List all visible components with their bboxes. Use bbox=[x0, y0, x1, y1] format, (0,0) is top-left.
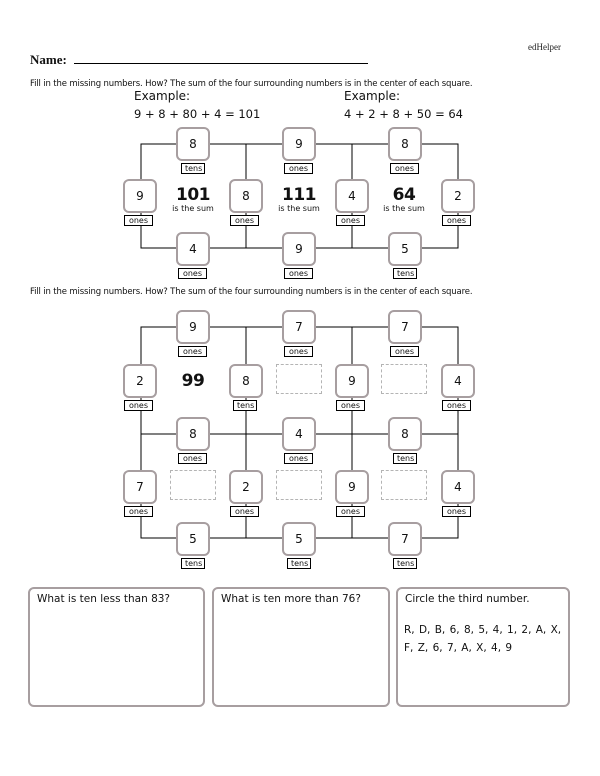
p1-sum-label: is the sum bbox=[172, 204, 214, 213]
p1-bottom-number: 5 bbox=[388, 232, 422, 266]
p1-sum bbox=[161, 186, 225, 214]
p2-number: 8 bbox=[229, 364, 263, 398]
p2-place: ones bbox=[442, 506, 471, 517]
name-label: Name: bbox=[30, 52, 67, 67]
p2-place: ones bbox=[178, 453, 207, 464]
p2-number: 5 bbox=[176, 522, 210, 556]
p2-number: 7 bbox=[388, 310, 422, 344]
publisher-brand: edHelper bbox=[528, 42, 561, 52]
p2-number: 4 bbox=[282, 417, 316, 451]
p1-sum-value: 111 bbox=[282, 185, 316, 205]
p2-given-sum-value: 99 bbox=[181, 371, 205, 391]
sum-answer-box[interactable] bbox=[276, 470, 322, 500]
p1-bottom-place: ones bbox=[284, 268, 313, 279]
p2-number: 7 bbox=[123, 470, 157, 504]
p2-place: ones bbox=[124, 506, 153, 517]
p2-place: ones bbox=[230, 506, 259, 517]
p2-place: tens bbox=[393, 453, 417, 464]
instructions-1: Fill in the missing numbers. How? The sum of the four surrounding numbers is in the center of each square. bbox=[30, 79, 473, 89]
question-text: What is ten more than 76? bbox=[221, 593, 361, 605]
p1-bottom-number: 9 bbox=[282, 232, 316, 266]
p1-middle-number: 8 bbox=[229, 179, 263, 213]
p2-place: ones bbox=[390, 346, 419, 357]
p1-middle-number: 9 bbox=[123, 179, 157, 213]
p2-number: 4 bbox=[441, 470, 475, 504]
p1-middle-place: ones bbox=[230, 215, 259, 226]
p1-bottom-place: tens bbox=[393, 268, 417, 279]
question-box[interactable] bbox=[212, 587, 390, 707]
sum-answer-box[interactable] bbox=[381, 364, 427, 394]
sum-answer-box[interactable] bbox=[170, 470, 216, 500]
example-1-heading: Example: bbox=[134, 89, 191, 103]
p2-given-sum bbox=[161, 372, 225, 390]
example-1-equation: 9 + 8 + 80 + 4 = 101 bbox=[134, 107, 261, 121]
p2-number: 7 bbox=[388, 522, 422, 556]
p1-sum bbox=[372, 186, 436, 214]
question-box[interactable] bbox=[28, 587, 205, 707]
p2-number: 5 bbox=[282, 522, 316, 556]
question-text: Circle the third number. bbox=[405, 593, 530, 605]
p2-place: tens bbox=[233, 400, 257, 411]
p1-sum-value: 101 bbox=[176, 185, 210, 205]
p2-number: 9 bbox=[176, 310, 210, 344]
p2-place: ones bbox=[442, 400, 471, 411]
p2-place: ones bbox=[178, 346, 207, 357]
p2-place: ones bbox=[284, 346, 313, 357]
p2-place: ones bbox=[336, 506, 365, 517]
p2-number: 9 bbox=[335, 364, 369, 398]
p2-place: tens bbox=[287, 558, 311, 569]
p1-top-number: 9 bbox=[282, 127, 316, 161]
p1-middle-place: ones bbox=[442, 215, 471, 226]
p2-number: 7 bbox=[282, 310, 316, 344]
example-2-equation: 4 + 2 + 8 + 50 = 64 bbox=[344, 107, 464, 121]
p1-top-number: 8 bbox=[176, 127, 210, 161]
p1-sum-value: 64 bbox=[392, 185, 416, 205]
p1-top-number: 8 bbox=[388, 127, 422, 161]
p1-middle-place: ones bbox=[124, 215, 153, 226]
p1-top-place: tens bbox=[181, 163, 205, 174]
p2-number: 2 bbox=[229, 470, 263, 504]
p1-top-place: ones bbox=[390, 163, 419, 174]
p2-place: ones bbox=[336, 400, 365, 411]
p2-number: 9 bbox=[335, 470, 369, 504]
p1-sum-label: is the sum bbox=[278, 204, 320, 213]
question-text: What is ten less than 83? bbox=[37, 593, 171, 605]
p2-place: ones bbox=[284, 453, 313, 464]
p1-top-place: ones bbox=[284, 163, 313, 174]
p2-number: 4 bbox=[441, 364, 475, 398]
p1-sum bbox=[267, 186, 331, 214]
p2-place: tens bbox=[181, 558, 205, 569]
p2-place: tens bbox=[393, 558, 417, 569]
p2-place: ones bbox=[124, 400, 153, 411]
p1-middle-number: 2 bbox=[441, 179, 475, 213]
instructions-2: Fill in the missing numbers. How? The sum of the four surrounding numbers is in the center of each square. bbox=[30, 287, 473, 297]
sum-answer-box[interactable] bbox=[276, 364, 322, 394]
question-box[interactable] bbox=[396, 587, 570, 707]
sum-answer-box[interactable] bbox=[381, 470, 427, 500]
p1-middle-place: ones bbox=[336, 215, 365, 226]
p1-sum-label: is the sum bbox=[383, 204, 425, 213]
p2-number: 8 bbox=[388, 417, 422, 451]
p1-bottom-number: 4 bbox=[176, 232, 210, 266]
p1-bottom-place: ones bbox=[178, 268, 207, 279]
p2-number: 2 bbox=[123, 364, 157, 398]
p2-number: 8 bbox=[176, 417, 210, 451]
p1-middle-number: 4 bbox=[335, 179, 369, 213]
letter-number-sequence[interactable]: R, D, B, 6, 8, 5, 4, 1, 2, A, X, F, Z, 6, 7, A, X, 4, 9 bbox=[404, 624, 562, 654]
example-2-heading: Example: bbox=[344, 89, 401, 103]
